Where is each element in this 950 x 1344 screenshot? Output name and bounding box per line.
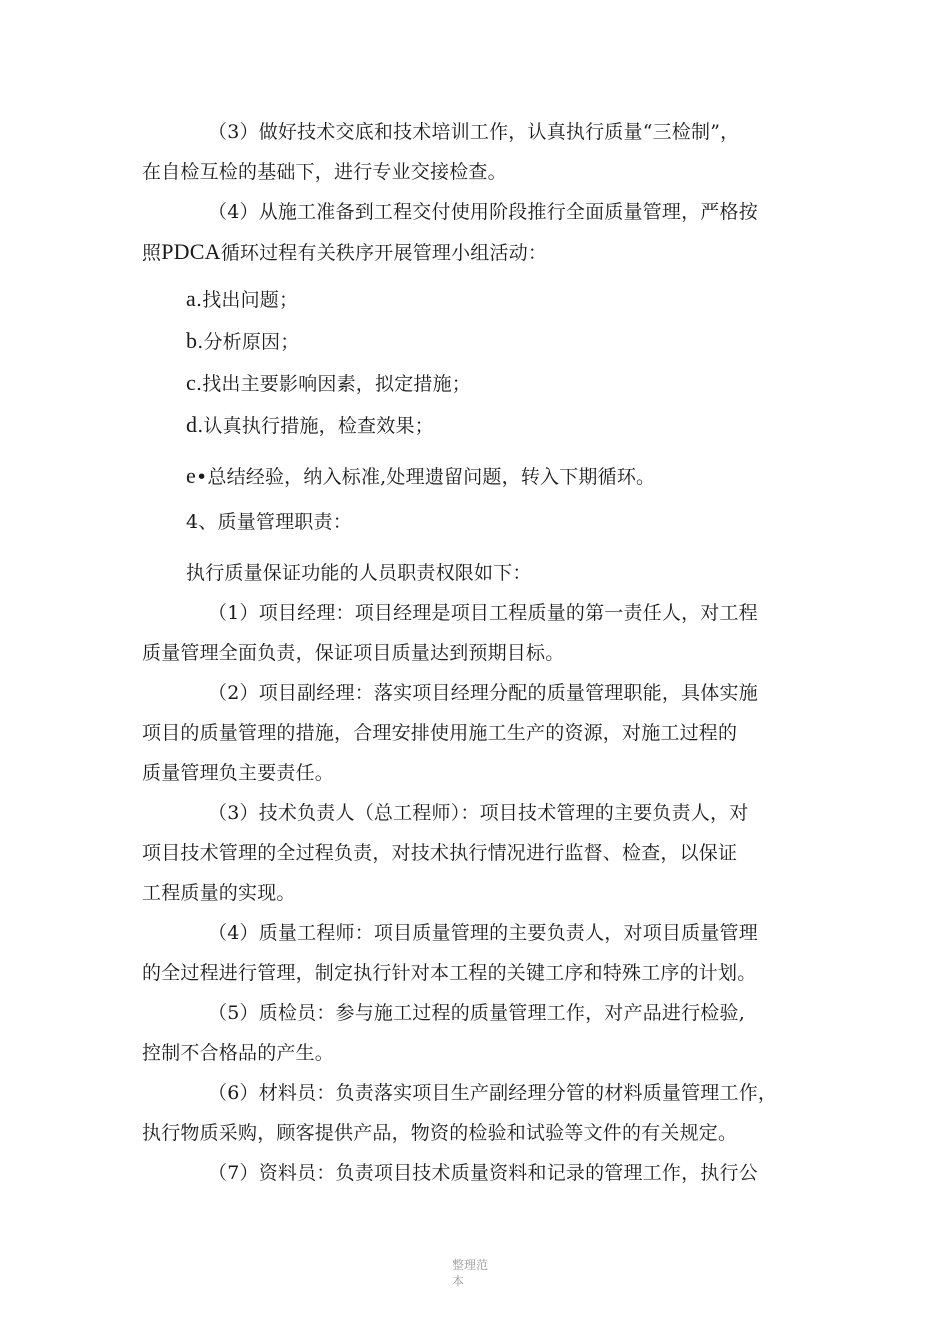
list-item: d.认真执行措施，检查效果；	[186, 412, 434, 437]
text-line: （6）材料员：负责落实项目生产副经理分管的材料质量管理工作，	[208, 1082, 778, 1104]
text-line: （1）项目经理：项目经理是项目工程质量的第一责任人，对工程	[208, 602, 758, 624]
text-line: （4）质量工程师：项目质量管理的主要负责人，对项目质量管理	[208, 922, 758, 944]
section-heading: 4、质量管理职责：	[186, 511, 352, 533]
list-item: c.找出主要影响因素，拟定措施；	[186, 370, 472, 395]
text-line: （7）资料员：负责项目技术质量资料和记录的管理工作，执行公	[208, 1162, 758, 1184]
text-line: 项目的质量管理的措施，合理安排使用施工生产的资源，对施工过程的	[142, 722, 738, 744]
text-line: （3）做好技术交底和技术培训工作，认真执行质量“三检制”，	[208, 121, 740, 143]
text-line: （4）从施工准备到工程交付使用阶段推行全面质量管理，严格按	[208, 201, 758, 223]
text-line: （2）项目副经理：落实项目经理分配的质量管理职能，具体实施	[208, 682, 758, 704]
text-line: 质量管理全面负责，保证项目质量达到预期目标。	[142, 642, 565, 664]
text-line: 在自检互检的基础下，进行专业交接检查。	[142, 161, 507, 183]
text-line: 执行物质采购，顾客提供产品，物资的检验和试验等文件的有关规定。	[142, 1122, 738, 1144]
text-line: （5）质检员：参与施工过程的质量管理工作，对产品进行检验,	[208, 1002, 745, 1024]
list-item: e•总结经验，纳入标准,处理遗留问题，转入下期循环。	[186, 463, 656, 488]
text-line: 控制不合格品的产生。	[142, 1042, 335, 1064]
text-line: 执行质量保证功能的人员职责权限如下：	[186, 562, 532, 584]
text-line: 的全过程进行管理，制定执行针对本工程的关键工序和特殊工序的计划。	[142, 962, 757, 984]
text-line: 工程质量的实现。	[142, 882, 296, 904]
text-line: 项目技术管理的全过程负责，对技术执行情况进行监督、检查，以保证	[142, 842, 738, 864]
text-line: 质量管理负主要责任。	[142, 762, 335, 784]
footer-text: 整理范本	[452, 1258, 489, 1288]
list-item: b.分析原因；	[186, 328, 300, 353]
list-item: a.找出问题；	[186, 286, 299, 311]
text-line: （3）技术负责人（总工程师）：项目技术管理的主要负责人，对	[208, 802, 749, 824]
text-line: 照PDCA循环过程有关秩序开展管理小组活动：	[142, 239, 548, 264]
